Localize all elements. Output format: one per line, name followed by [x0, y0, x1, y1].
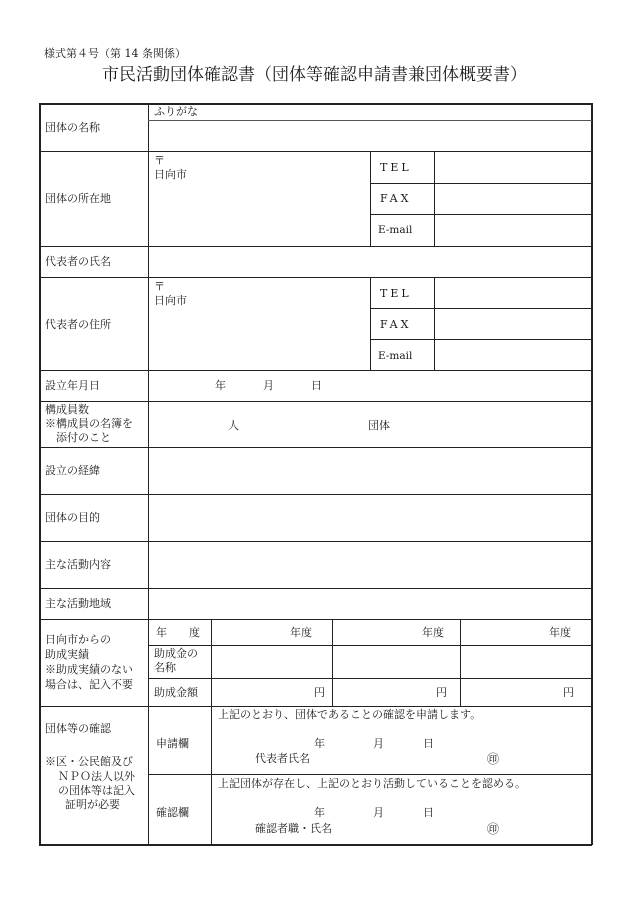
subsidy-yen-1: 円 [314, 686, 325, 699]
subsidy-year-3: 年度 [549, 626, 571, 639]
history-field[interactable] [150, 449, 590, 493]
verify-month-suffix: 月 [373, 806, 384, 819]
label-rep-name: 代表者の氏名 [45, 255, 111, 268]
label-founded-date: 設立年月日 [45, 379, 100, 392]
subsidy-yen-3: 円 [563, 686, 574, 699]
subsidy-year-field-1[interactable] [214, 621, 288, 644]
tel-label: TEL [380, 161, 412, 174]
label-activity-area: 主な活動地域 [45, 597, 111, 610]
rep-email-label: E-mail [378, 350, 413, 362]
purpose-field[interactable] [150, 496, 590, 540]
founded-year-field[interactable] [160, 373, 212, 399]
apply-year-suffix: 年 [314, 737, 325, 750]
label-members-note: ※構成員の名簿を [45, 417, 133, 430]
org-email-field[interactable] [436, 216, 590, 245]
members-people-field[interactable] [155, 404, 225, 444]
subsidy-year-field-2[interactable] [335, 621, 420, 644]
city-name: 日向市 [154, 168, 187, 181]
founded-day-field[interactable] [278, 373, 308, 399]
rep-city-name: 日向市 [154, 294, 187, 307]
rep-fax-label: FAX [380, 318, 412, 331]
founded-day-suffix: 日 [311, 379, 322, 392]
founded-month-suffix: 月 [263, 379, 274, 392]
verify-date-field[interactable] [260, 802, 310, 820]
rep-tel-field[interactable] [436, 279, 590, 307]
label-members-note2: 添付のこと [56, 431, 111, 444]
subsidy-amount-field-1[interactable] [214, 680, 312, 704]
form-number: 様式第４号（第 14 条関係） [44, 47, 186, 60]
subsidy-name-header-2: 名称 [154, 661, 176, 674]
furigana-label: ふりがな [154, 105, 198, 118]
apply-seal-mark: ㊞ [487, 752, 500, 766]
label-subsidy-note: ※助成実績のない [45, 663, 133, 676]
apply-date-field[interactable] [260, 733, 310, 751]
subsidy-name-field-1[interactable] [214, 647, 330, 677]
apply-rep-sign-field[interactable] [322, 751, 482, 769]
fax-label: FAX [380, 192, 412, 205]
form-title: 市民活動団体確認書（団体等確認申請書兼団体概要書） [102, 65, 527, 85]
verify-year-suffix: 年 [314, 806, 325, 819]
label-subsidy-note2: 場合は、記入不要 [45, 678, 133, 691]
rep-name-field[interactable] [150, 248, 590, 276]
rep-email-field[interactable] [436, 341, 590, 369]
label-subsidy-2: 助成実績 [45, 648, 89, 661]
subsidy-amount-field-3[interactable] [463, 680, 561, 704]
subsidy-yen-2: 円 [436, 686, 447, 699]
label-confirmation: 団体等の確認 [45, 722, 111, 735]
rep-address-field[interactable] [195, 294, 367, 368]
verifier-sign-field[interactable] [340, 820, 482, 838]
verify-statement: 上記団体が存在し、上記のとおり活動していることを認める。 [218, 777, 526, 790]
apply-month-suffix: 月 [373, 737, 384, 750]
verify-label: 確認欄 [156, 806, 189, 819]
label-members: 構成員数 [45, 403, 89, 416]
label-rep-address: 代表者の住所 [45, 318, 111, 331]
subsidy-amount-field-2[interactable] [335, 680, 434, 704]
postal-mark: 〒 [154, 154, 165, 167]
email-label: E-mail [378, 224, 413, 236]
subsidy-year-2: 年度 [422, 626, 444, 639]
founded-month-field[interactable] [230, 373, 260, 399]
label-subsidy: 日向市からの [45, 633, 111, 646]
rep-fax-field[interactable] [436, 310, 590, 338]
label-activities: 主な活動内容 [45, 558, 111, 571]
members-groups-field[interactable] [260, 404, 365, 444]
subsidy-name-header: 助成金の [154, 647, 198, 660]
label-purpose: 団体の目的 [45, 511, 100, 524]
confirmation-note-2: ＮＰＯ法人以外 [58, 770, 135, 783]
subsidy-year-field-3[interactable] [463, 621, 547, 644]
furigana-field[interactable] [230, 104, 590, 119]
org-name-field[interactable] [150, 122, 590, 150]
label-history: 設立の経緯 [45, 464, 100, 477]
apply-rep-sign-label: 代表者氏名 [255, 752, 310, 765]
subsidy-name-field-3[interactable] [463, 647, 589, 677]
verify-seal-mark: ㊞ [487, 822, 500, 836]
subsidy-name-field-2[interactable] [335, 647, 458, 677]
activity-area-field[interactable] [150, 590, 590, 618]
members-people-suffix: 人 [228, 419, 239, 432]
apply-day-suffix: 日 [423, 737, 434, 750]
activities-field[interactable] [150, 543, 590, 587]
confirmation-note-3: の団体等は記入 [58, 784, 135, 797]
org-fax-field[interactable] [436, 185, 590, 213]
subsidy-year-1: 年度 [290, 626, 312, 639]
founded-year-suffix: 年 [215, 379, 226, 392]
confirmation-note-1: ※区・公民館及び [45, 755, 133, 768]
confirmation-note-4: 証明が必要 [65, 798, 120, 811]
verifier-sign-label: 確認者職・氏名 [255, 822, 332, 835]
label-org-address: 団体の所在地 [45, 192, 111, 205]
org-address-field[interactable] [195, 168, 367, 244]
org-tel-field[interactable] [436, 153, 590, 182]
subsidy-amount-header: 助成金額 [154, 686, 198, 699]
subsidy-year-header: 年 度 [156, 626, 200, 639]
apply-label: 申請欄 [156, 737, 189, 750]
label-org-name: 団体の名称 [45, 121, 100, 134]
rep-postal-mark: 〒 [154, 280, 165, 293]
rep-tel-label: TEL [380, 287, 412, 300]
members-groups-suffix: 団体 [368, 419, 390, 432]
verify-day-suffix: 日 [423, 806, 434, 819]
apply-statement: 上記のとおり、団体であることの確認を申請します。 [218, 708, 482, 721]
